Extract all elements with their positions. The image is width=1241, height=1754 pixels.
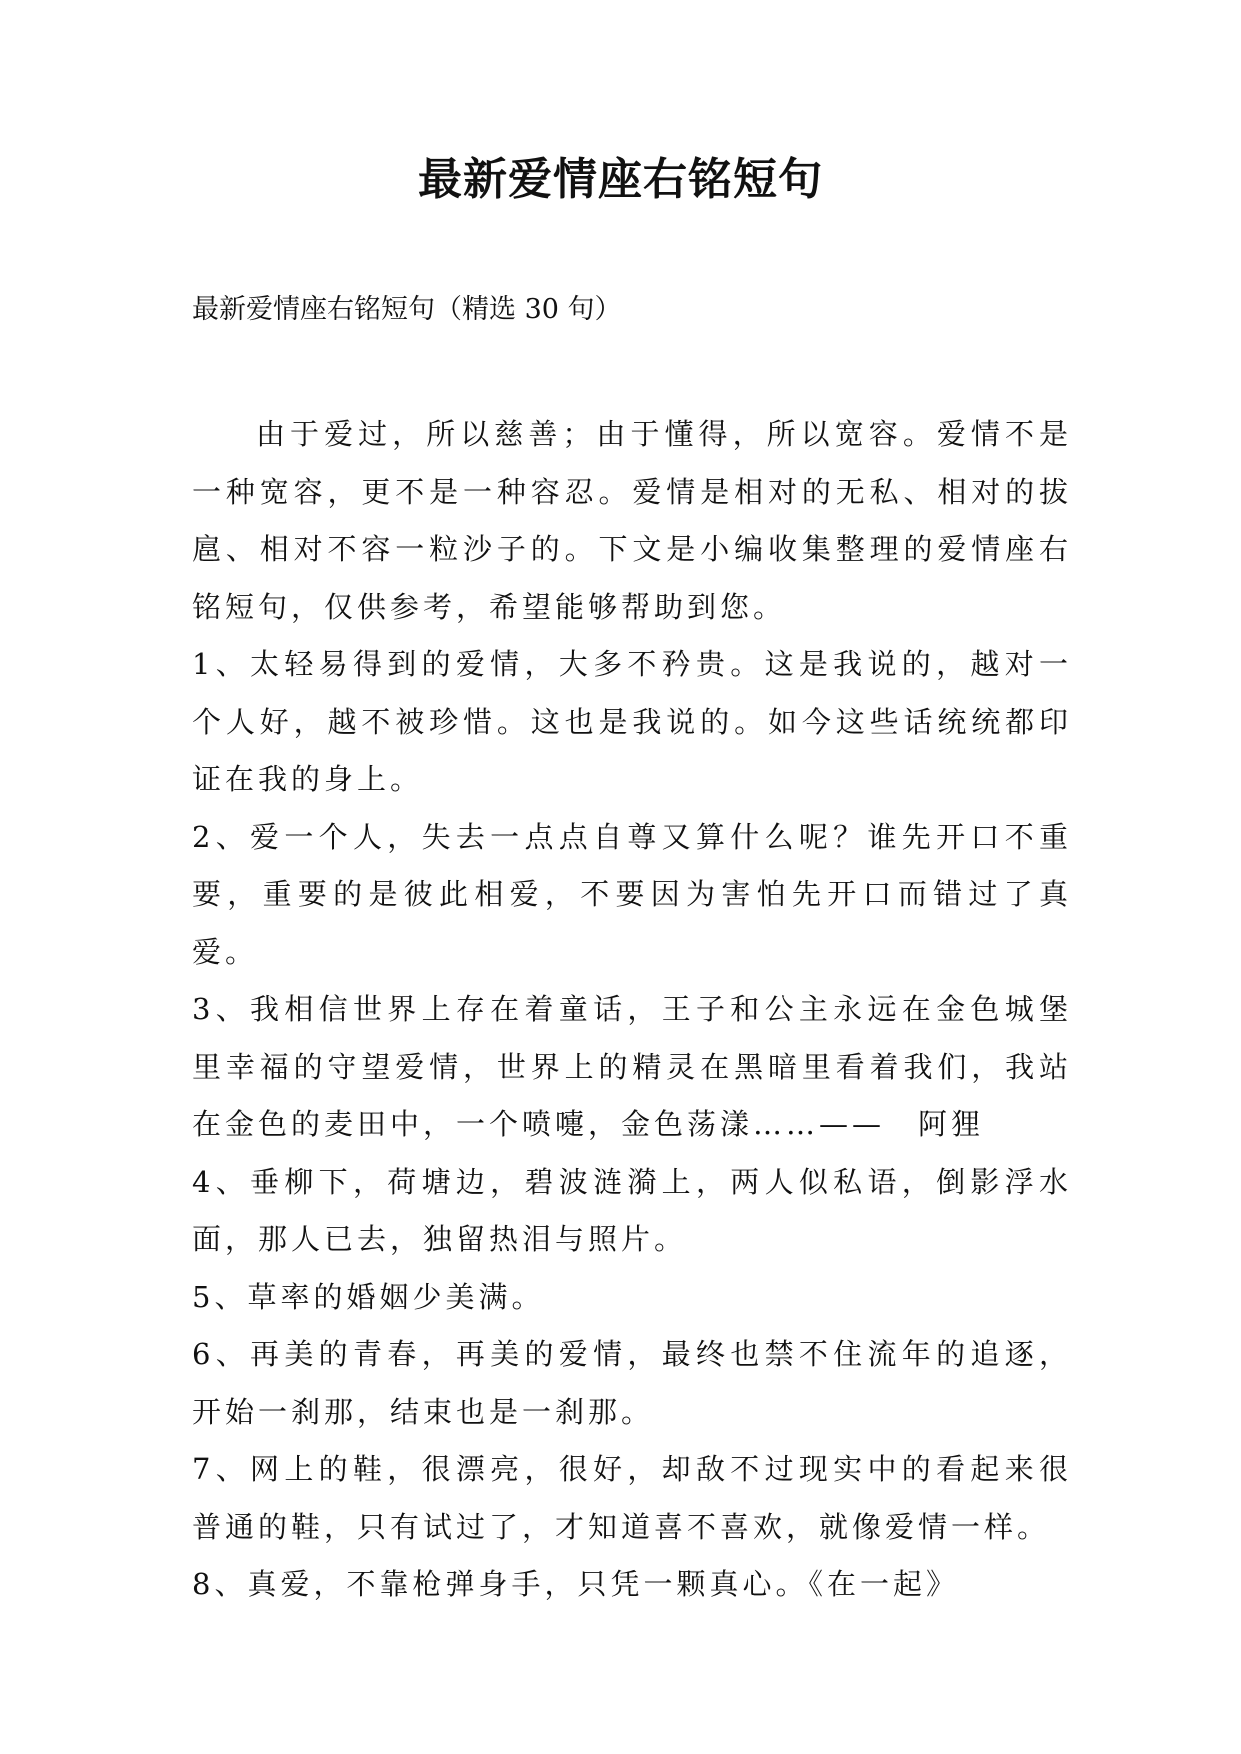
intro-paragraph: 由于爱过，所以慈善；由于懂得，所以宽容。爱情不是一种宽容，更不是一种容忍。爱情是相对的无私、相对的拔扈、相对不容一粒沙子的。下文是小编收集整理的爱情座右铭短句，仅供参考，希望能够帮助到您。 <box>192 417 1072 624</box>
document-title: 最新爱情座右铭短句 <box>418 154 823 205</box>
document-body <box>192 406 1072 1614</box>
quote-item-2: 2、爱一个人，失去一点点自尊又算什么呢？谁先开口不重要，重要的是彼此相爱，不要因为害怕先开口而错过了真爱。 <box>192 819 1072 969</box>
quote-item-3: 3、我相信世界上存在着童话，王子和公主永远在金色城堡里幸福的守望爱情，世界上的精灵在黑暗里看着我们，我站在金色的麦田中，一个喷嚏，金色荡漾……—— 阿狸 <box>192 992 1072 1141</box>
quote-item-5: 5、草率的婚姻少美满。 <box>192 1279 545 1314</box>
document-subtitle: 最新爱情座右铭短句（精选 30 句） <box>192 294 622 325</box>
quote-item-7: 7、网上的鞋，很漂亮，很好，却敌不过现实中的看起来很普通的鞋，只有试过了，才知道喜不喜欢，就像爱情一样。 <box>192 1452 1072 1544</box>
quote-item-8: 8、真爱，不靠枪弹身手，只凭一颗真心。《在一起》 <box>192 1567 959 1601</box>
quote-item-6: 6、再美的青春，再美的爱情，最终也禁不住流年的追逐，开始一刹那，结束也是一刹那。 <box>192 1337 1072 1429</box>
quote-item-1: 1、太轻易得到的爱情，大多不矜贵。这是我说的，越对一个人好，越不被珍惜。这也是我说的。如今这些话统统都印证在我的身上。 <box>192 647 1072 796</box>
quote-item-4: 4、垂柳下，荷塘边，碧波涟漪上，两人似私语，倒影浮水面，那人已去，独留热泪与照片。 <box>192 1164 1072 1256</box>
